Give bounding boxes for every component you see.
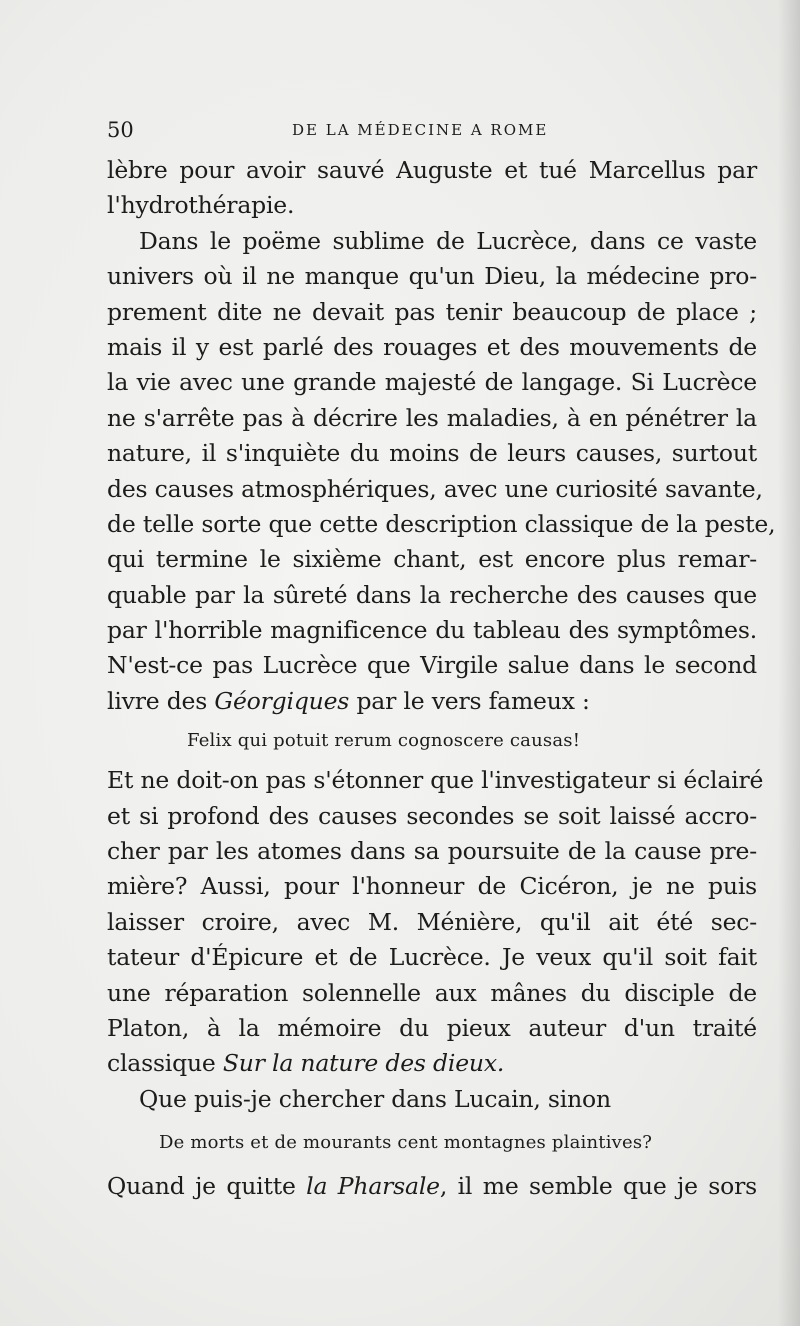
text-line-georgiques [107, 684, 757, 719]
text-line: qui termine le sixième chant, est encore plus remar- [107, 545, 757, 574]
text-line: et si profond des causes secondes se soit laissé accro- [107, 801, 757, 830]
page-header [107, 118, 757, 148]
book-title-italic: Sur la nature des dieux. [222, 1049, 505, 1078]
text-line: lèbre pour avoir sauvé Auguste et tué Marcellus par [107, 156, 757, 184]
text-line-final [107, 1169, 757, 1204]
text-line: nature, il s'inquiète du moins de leurs causes, surtout [107, 439, 757, 468]
running-head: DE LA MÉDECINE A ROME [292, 121, 549, 139]
text-segment: Quand je quitte [107, 1172, 307, 1201]
text-line: mière? Aussi, pour l'honneur de Cicéron, je ne puis [107, 872, 757, 901]
body-text [107, 153, 776, 1205]
text-segment: , il me semble que je sors [439, 1172, 758, 1201]
text-line: ne s'arrête pas à décrire les maladies, à en pénétrer la [107, 403, 757, 432]
page-edge-shadow [778, 0, 800, 1326]
text-segment: classique [107, 1049, 223, 1078]
text-segment: par le vers fameux : [349, 686, 590, 715]
text-line: cher par les atomes dans sa poursuite de la cause pre- [107, 837, 757, 866]
book-title-italic: la Pharsale [306, 1172, 440, 1201]
text-line: Platon, à la mémoire du pieux auteur d'un traité [107, 1013, 757, 1042]
verse-quote: Felix qui potuit rerum cognoscere causas! [187, 730, 581, 752]
page-number: 50 [107, 118, 134, 142]
text-line: par l'horrible magnificence du tableau des symptômes. [107, 616, 757, 645]
text-line: Et ne doit-on pas s'étonner que l'investigateur si éclairé [107, 766, 764, 795]
text-line: N'est-ce pas Lucrèce que Virgile salue dans le second [107, 651, 757, 680]
text-line: la vie avec une grande majesté de langage. Si Lucrèce [107, 368, 757, 397]
text-line: de telle sorte que cette description classique de la peste, [107, 509, 776, 538]
text-line: des causes atmosphériques, avec une curiosité savante, [107, 474, 763, 503]
text-line: l'hydrothérapie. [107, 191, 295, 220]
verse-quote: De morts et de mourants cent montagnes plaintives? [159, 1132, 653, 1154]
text-line: laisser croire, avec M. Ménière, qu'il ait été sec- [107, 907, 757, 936]
text-line-classique [107, 1046, 757, 1081]
text-line: tateur d'Épicure et de Lucrèce. Je veux qu'il soit fait [107, 943, 757, 972]
book-title-italic: Géorgiques [214, 686, 350, 715]
text-line: Dans le poëme sublime de Lucrèce, dans ce vaste [139, 226, 757, 255]
text-line: Que puis-je chercher dans Lucain, sinon [139, 1084, 611, 1113]
text-line: prement dite ne devait pas tenir beaucoup de place ; [107, 297, 757, 326]
text-line: univers où il ne manque qu'un Dieu, la médecine pro- [107, 262, 757, 291]
text-line: quable par la sûreté dans la recherche des causes que [107, 580, 757, 609]
text-segment: livre des [107, 686, 215, 715]
text-line: mais il y est parlé des rouages et des mouvements de [107, 332, 757, 361]
text-line: une réparation solennelle aux mânes du disciple de [107, 978, 757, 1007]
